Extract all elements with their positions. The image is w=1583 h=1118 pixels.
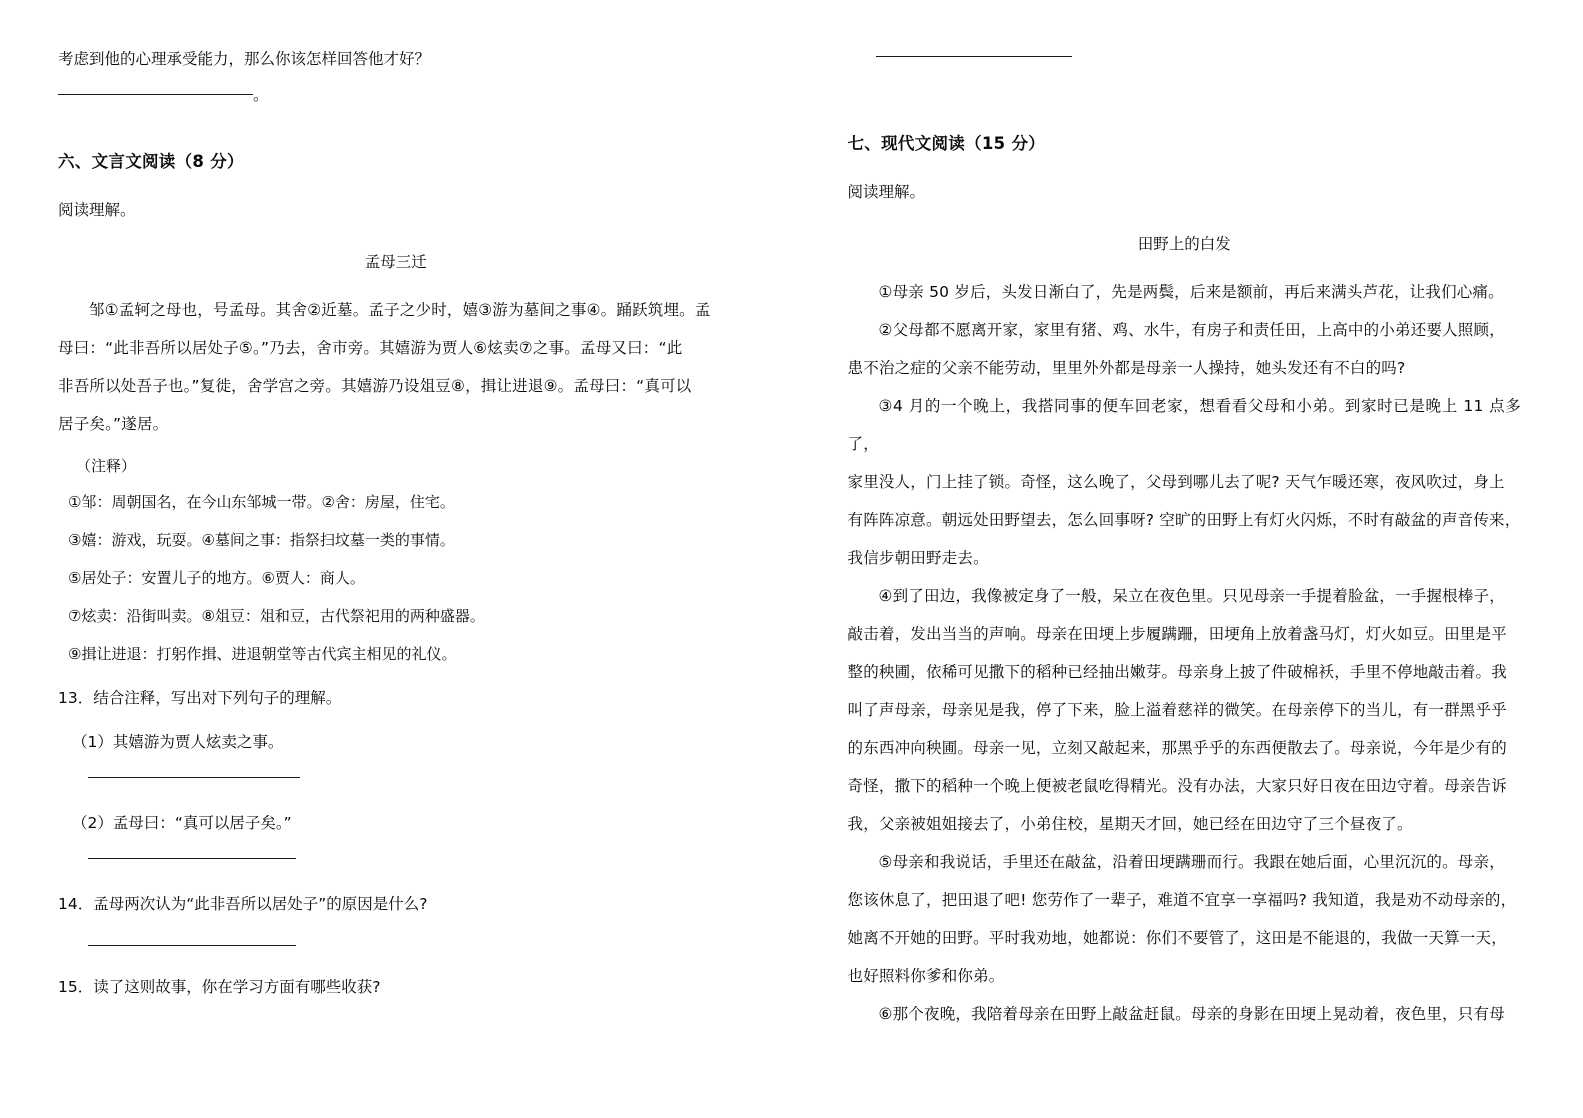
modern-passage-line: ③4 月的一个晚上，我搭同事的便车回老家，想看看父母和小弟。到家时已是晚上 11 点多了， [847, 397, 1521, 453]
section-seven-instruction: 阅读理解。 [847, 183, 926, 201]
classical-passage-line: 邹①孟轲之母也，号孟母。其舍②近墓。孟子之少时，嬉③游为墓间之事④。踊跃筑埋。孟 [89, 301, 711, 319]
classical-passage-title: 孟母三迁 [364, 253, 427, 271]
note-item: ③嬉：游戏，玩耍。④墓间之事：指祭扫坟墓一类的事情。 [68, 531, 455, 549]
note-item: ⑤居处子：安置儿子的地方。⑥贾人：商人。 [68, 569, 365, 587]
classical-passage-line: 非吾所以处吾子也。”复徙，舍学宫之旁。其嬉游乃设俎豆⑧，揖让进退⑨。孟母曰：“真可以 [58, 377, 692, 395]
question-15-number: 15． [58, 978, 94, 996]
modern-passage-line: 整的秧圃，依稀可见撒下的稻种已经抽出嫩芽。母亲身上披了件破棉袄，手里不停地敲击着。我 [847, 663, 1507, 681]
modern-passage-line: 也好照料你爹和你弟。 [847, 967, 1005, 985]
answer-blank[interactable] [88, 858, 296, 859]
note-item: ⑦炫卖：沿街叫卖。⑧俎豆：俎和豆，古代祭祀用的两种盛器。 [68, 607, 485, 625]
blank-trailing-period: 。 [253, 86, 269, 104]
modern-passage-line: 的东西冲向秧圃。母亲一见，立刻又敲起来，那黑乎乎的东西便散去了。母亲说，今年是少有的 [847, 739, 1507, 757]
modern-passage-line: ⑤母亲和我说话，手里还在敲盆，沿着田埂蹒珊而行。我跟在她后面，心里沉沉的。母亲， [878, 853, 1505, 871]
modern-passage-line: 有阵阵凉意。朝远处田野望去，怎么回事呀? 空旷的田野上有灯火闪烁，不时有敲盆的声音传来， [847, 511, 1521, 529]
modern-passage-line: 家里没人，门上挂了锁。奇怪，这么晚了，父母到哪儿去了呢? 天气乍暖还寒，夜风吹过，身上 [847, 473, 1505, 491]
question-14-number: 14． [58, 895, 94, 913]
question-13-number: 13． [58, 689, 94, 707]
section-heading-seven: 七、现代文阅读（15 分） [847, 134, 1046, 153]
modern-passage-line: 奇怪，撒下的稻种一个晚上便被老鼠吃得精光。没有办法，大家只好日夜在田边守着。母亲告诉 [847, 777, 1507, 795]
modern-passage-line: 您该休息了，把田退了吧! 您劳作了一辈子，难道不宜享一享福吗? 我知道，我是劝不动母亲的， [847, 891, 1517, 909]
right-column [792, 0, 1583, 1118]
note-item: ⑨揖让进退：打躬作揖、进退朝堂等古代宾主相见的礼仪。 [68, 645, 457, 663]
answer-blank[interactable] [58, 94, 253, 95]
modern-passage-line: ①母亲 50 岁后，头发日渐白了，先是两鬓，后来是额前，再后来满头芦花，让我们心痛。 [878, 283, 1504, 301]
modern-passage-title: 田野上的白发 [1137, 235, 1231, 253]
modern-passage-line: 叫了声母亲，母亲见是我，停了下来，脸上溢着慈祥的微笑。在母亲停下的当儿，有一群黑乎乎 [847, 701, 1507, 719]
question-14 [58, 889, 734, 919]
section-heading-six: 六、文言文阅读（8 分） [58, 152, 244, 171]
question-15 [58, 972, 734, 1002]
answer-blank[interactable] [876, 56, 1072, 57]
modern-passage-line: 患不治之症的父亲不能劳动，里里外外都是母亲一人操持，她头发还有不白的吗? [847, 359, 1406, 377]
question-13-sub-2: （2）孟母曰：“真可以居子矣。” [72, 814, 292, 832]
modern-passage-line: ⑥那个夜晚，我陪着母亲在田野上敲盆赶鼠。母亲的身影在田埂上晃动着，夜色里，只有母 [878, 1005, 1505, 1023]
classical-passage-line: 母曰：“此非吾所以居处子⑤。”乃去，舍市旁。其嬉游为贾人⑥炫卖⑦之事。孟母又曰：“此 [58, 339, 683, 357]
modern-passage-line: 敲击着，发出当当的声响。母亲在田埂上步履蹒跚，田埂角上放着盏马灯，灯火如豆。田里是平 [847, 625, 1507, 643]
question-13-sub-1: （1）其嬉游为贾人炫卖之事。 [72, 733, 284, 751]
modern-passage-line: 她离不开她的田野。平时我劝地，她都说：你们不要管了，这田是不能退的，我做一天算一天， [847, 929, 1507, 947]
note-item: ①邹：周朝国名，在今山东邹城一带。②舍：房屋，住宅。 [68, 493, 455, 511]
modern-passage-line: 我，父亲被姐姐接去了，小弟住校，星期天才回，她已经在田边守了三个昼夜了。 [847, 815, 1413, 833]
modern-passage-line: ④到了田边，我像被定身了一般，呆立在夜色里。只见母亲一手提着脸盆，一手握根棒子， [878, 587, 1505, 605]
carryover-question-text: 考虑到他的心理承受能力，那么你该怎样回答他才好？ [58, 50, 431, 68]
question-14-text: 孟母两次认为“此非吾所以居处子”的原因是什么? [93, 895, 428, 913]
section-six-instruction: 阅读理解。 [58, 201, 136, 219]
answer-blank[interactable] [88, 777, 300, 778]
notes-title: （注释） [76, 457, 137, 475]
modern-passage-line: ②父母都不愿离开家，家里有猪、鸡、水牛，有房子和责任田，上高中的小弟还要人照顾， [878, 321, 1505, 339]
question-13-text: 结合注释，写出对下列句子的理解。 [93, 689, 342, 707]
answer-blank[interactable] [88, 945, 296, 946]
question-15-text: 读了这则故事，你在学习方面有哪些收获? [93, 978, 381, 996]
modern-passage-line: 我信步朝田野走去。 [847, 549, 989, 567]
classical-passage-line: 居子矣。”遂居。 [58, 415, 169, 433]
question-13 [58, 683, 734, 713]
